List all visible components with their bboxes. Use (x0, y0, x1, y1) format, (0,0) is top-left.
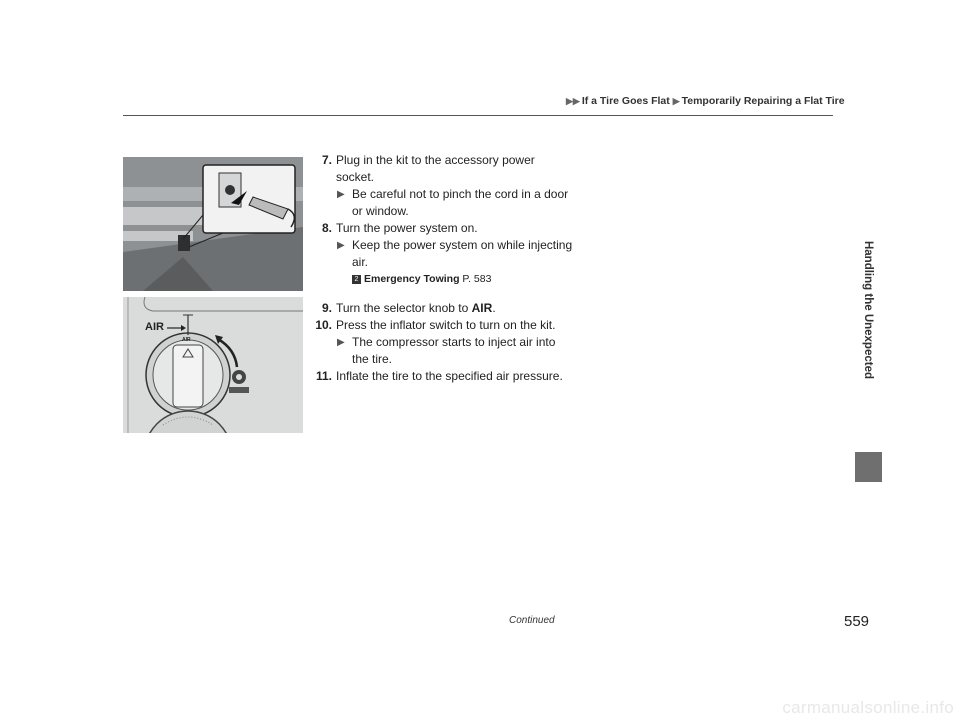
cross-reference-link[interactable]: 2 Emergency Towing P. 583 (314, 271, 574, 288)
chevron-right-icon: ▶ (672, 96, 680, 106)
breadcrumb-topic: Temporarily Repairing a Flat Tire (681, 95, 845, 107)
step-10: 10. Press the inflator switch to turn on the kit. (315, 318, 556, 332)
watermark: carmanualsonline.info (782, 698, 954, 717)
triangle-bullet-icon: ▶ (337, 189, 345, 200)
triangle-bullet-icon: ▶ (337, 337, 345, 348)
step-7: 7. Plug in the kit to the accessory power socket. (321, 153, 535, 184)
air-callout-label: AIR (145, 321, 164, 333)
continued-note: Continued (509, 615, 555, 626)
knob-air-mark: AIR (182, 337, 191, 343)
triangle-bullet-icon: ▶ (337, 240, 345, 251)
accessory-socket-illustration (123, 157, 303, 291)
step-9: 9. Turn the selector knob to AIR. (321, 301, 496, 315)
step-11: 11. Inflate the tire to the specified air pressure. (315, 369, 563, 383)
selector-knob-illustration (123, 297, 303, 433)
breadcrumb (566, 95, 845, 107)
breadcrumb-section: If a Tire Goes Flat (581, 95, 670, 107)
step-10-note: ▶ The compressor starts to inject air into the tire. (337, 335, 556, 366)
chapter-side-label: Handling the Unexpected (862, 240, 874, 380)
page-number: 559 (844, 613, 870, 630)
header-rule (123, 115, 833, 116)
step-8-note: ▶ Keep the power system on while injecting air. (337, 238, 573, 269)
instruction-steps (314, 152, 574, 385)
step-7-note: ▶ Be careful not to pinch the cord in a door or window. (337, 187, 569, 218)
step-8: 8. Turn the power system on. (321, 221, 478, 235)
chevron-right-icon: ▶▶ (566, 96, 580, 106)
chapter-tab (855, 452, 882, 482)
reference-icon: 2 (352, 275, 361, 284)
